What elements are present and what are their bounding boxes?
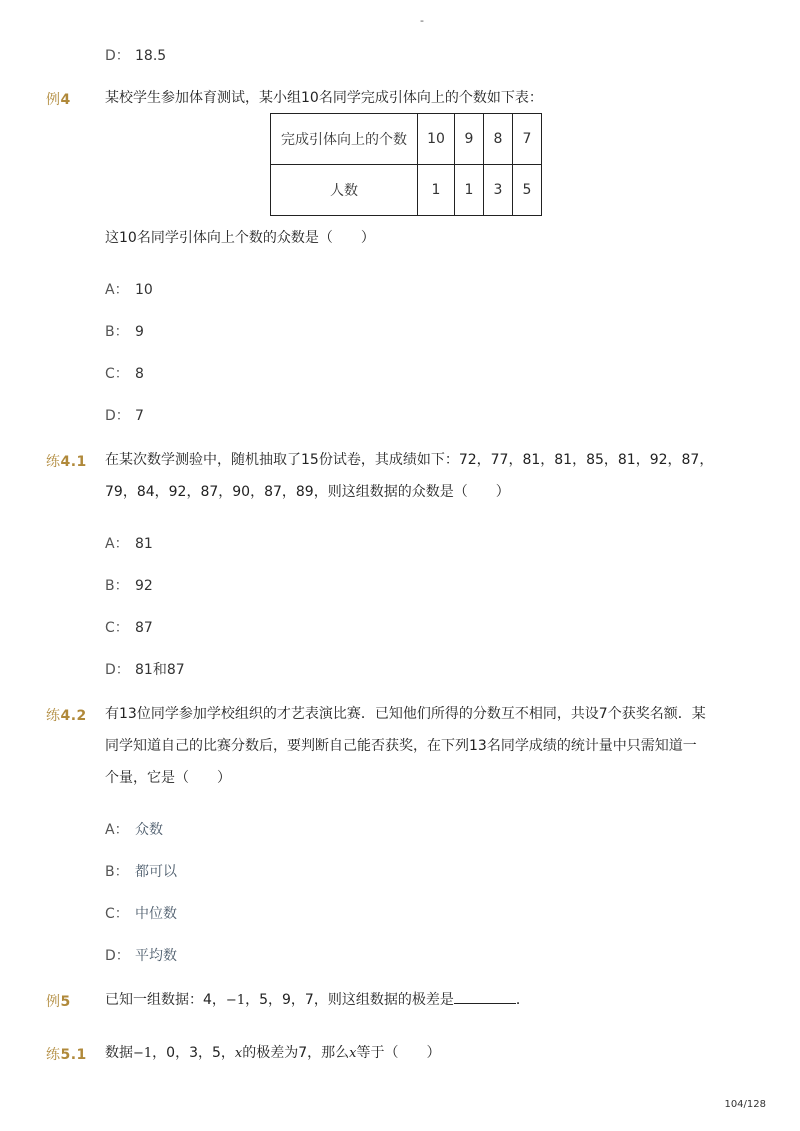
option-key: D： <box>105 408 130 424</box>
p41-option-b[interactable] <box>105 576 153 596</box>
option-value: 都可以 <box>135 864 177 880</box>
option-key: D： <box>105 48 130 64</box>
pullup-table <box>270 113 542 216</box>
option-key: C： <box>105 906 129 922</box>
p42-option-a[interactable] <box>105 820 163 840</box>
ex4-option-b[interactable] <box>105 322 144 342</box>
option-value: 87 <box>135 620 153 636</box>
stem-text: ，5，9，7，则这组数据的极差是 <box>245 992 454 1008</box>
math-var-x: x <box>349 1046 357 1061</box>
tag-prefix: 例 <box>46 994 61 1010</box>
practice-4-2-tag <box>46 705 87 725</box>
table-cell: 7 <box>513 114 542 165</box>
p42-option-c[interactable] <box>105 904 177 924</box>
table-cell: 1 <box>455 165 484 216</box>
option-key: B： <box>105 864 129 880</box>
table-cell: 10 <box>418 114 455 165</box>
practice-5-1-stem <box>105 1037 725 1070</box>
table-cell: 5 <box>513 165 542 216</box>
tag-prefix: 练 <box>46 454 61 470</box>
option-value: 9 <box>135 324 144 340</box>
option-value: 92 <box>135 578 153 594</box>
stem-text: 数据 <box>105 1045 133 1061</box>
option-key: C： <box>105 620 129 636</box>
table-row <box>271 165 542 216</box>
practice-4-1-tag <box>46 451 87 471</box>
example-4-tag <box>46 89 71 109</box>
math-neg-one: −1 <box>133 1046 153 1061</box>
stem-text: 等于（ ） <box>356 1045 441 1061</box>
table-cell: 9 <box>455 114 484 165</box>
tag-number: 4 <box>60 92 71 108</box>
example-4-stem: 某校学生参加体育测试，某小组10名同学完成引体向上的个数如下表： <box>105 90 543 106</box>
stem-text: 的极差为7，那么 <box>242 1045 350 1061</box>
ex4-option-d[interactable] <box>105 406 144 426</box>
p42-option-b[interactable] <box>105 862 177 882</box>
stem-text: 已知一组数据：4， <box>105 992 226 1008</box>
option-key: C： <box>105 366 129 382</box>
math-var-x: x <box>234 1046 243 1061</box>
tag-number: 4.1 <box>60 454 87 470</box>
page-number: 104/128 <box>724 1099 766 1110</box>
answer-blank[interactable] <box>454 987 516 1004</box>
stem-line: 79，84，92，87，90，87，89，则这组数据的众数是（ ） <box>105 484 510 500</box>
option-value: 81 <box>135 536 153 552</box>
p41-option-d[interactable] <box>105 660 185 680</box>
stem-text: ． <box>515 992 530 1008</box>
option-value: 众数 <box>135 822 163 838</box>
stem-line: 在某次数学测验中，随机抽取了15份试卷，其成绩如下：72，77，81，81，85，81，92，87， <box>105 452 714 468</box>
header-dash: - <box>420 14 424 27</box>
option-value: 10 <box>135 282 153 298</box>
practice-4-2-stem <box>105 698 725 794</box>
table-cell: 3 <box>484 165 513 216</box>
tag-prefix: 练 <box>46 708 61 724</box>
ex4-option-a[interactable] <box>105 280 153 300</box>
option-value: 8 <box>135 366 144 382</box>
tag-prefix: 例 <box>46 92 61 108</box>
option-key: A： <box>105 822 129 838</box>
math-neg-one: −1 <box>225 993 246 1008</box>
practice-4-1-stem <box>105 444 725 508</box>
option-key: A： <box>105 282 129 298</box>
table-cell: 1 <box>418 165 455 216</box>
table-header-cell: 人数 <box>271 165 418 216</box>
p41-option-a[interactable] <box>105 534 153 554</box>
stem-line: 同学知道自己的比赛分数后，要判断自己能否获奖，在下列13名同学成绩的统计量中只需知道一 <box>105 738 697 754</box>
example-5-stem <box>105 984 725 1017</box>
p42-option-d[interactable] <box>105 946 177 966</box>
tag-number: 5 <box>60 994 71 1010</box>
option-value: 81和87 <box>135 662 185 678</box>
tag-prefix: 练 <box>46 1047 61 1063</box>
stem-text: ，0，3，5， <box>152 1045 235 1061</box>
option-key: B： <box>105 578 129 594</box>
option-key: D： <box>105 662 130 678</box>
option-key: D： <box>105 948 130 964</box>
option-key: B： <box>105 324 129 340</box>
ex4-option-c[interactable] <box>105 364 144 384</box>
tag-number: 4.2 <box>60 708 87 724</box>
option-value: 中位数 <box>135 906 177 922</box>
option-key: A： <box>105 536 129 552</box>
p41-option-c[interactable] <box>105 618 153 638</box>
stem-line: 个量，它是（ ） <box>105 770 231 786</box>
practice-5-1-tag <box>46 1044 87 1064</box>
tag-number: 5.1 <box>60 1047 87 1063</box>
option-value: 18.5 <box>135 48 167 64</box>
example-5-tag <box>46 991 71 1011</box>
table-cell: 8 <box>484 114 513 165</box>
example-4-question: 这10名同学引体向上个数的众数是（ ） <box>105 230 375 246</box>
option-value: 7 <box>135 408 144 424</box>
table-header-cell: 完成引体向上的个数 <box>271 114 418 165</box>
table-row <box>271 114 542 165</box>
option-value: 平均数 <box>135 948 177 964</box>
prev-option-d <box>105 46 166 66</box>
stem-line: 有13位同学参加学校组织的才艺表演比赛．已知他们所得的分数互不相同，共设7个获奖名额．某 <box>105 706 706 722</box>
